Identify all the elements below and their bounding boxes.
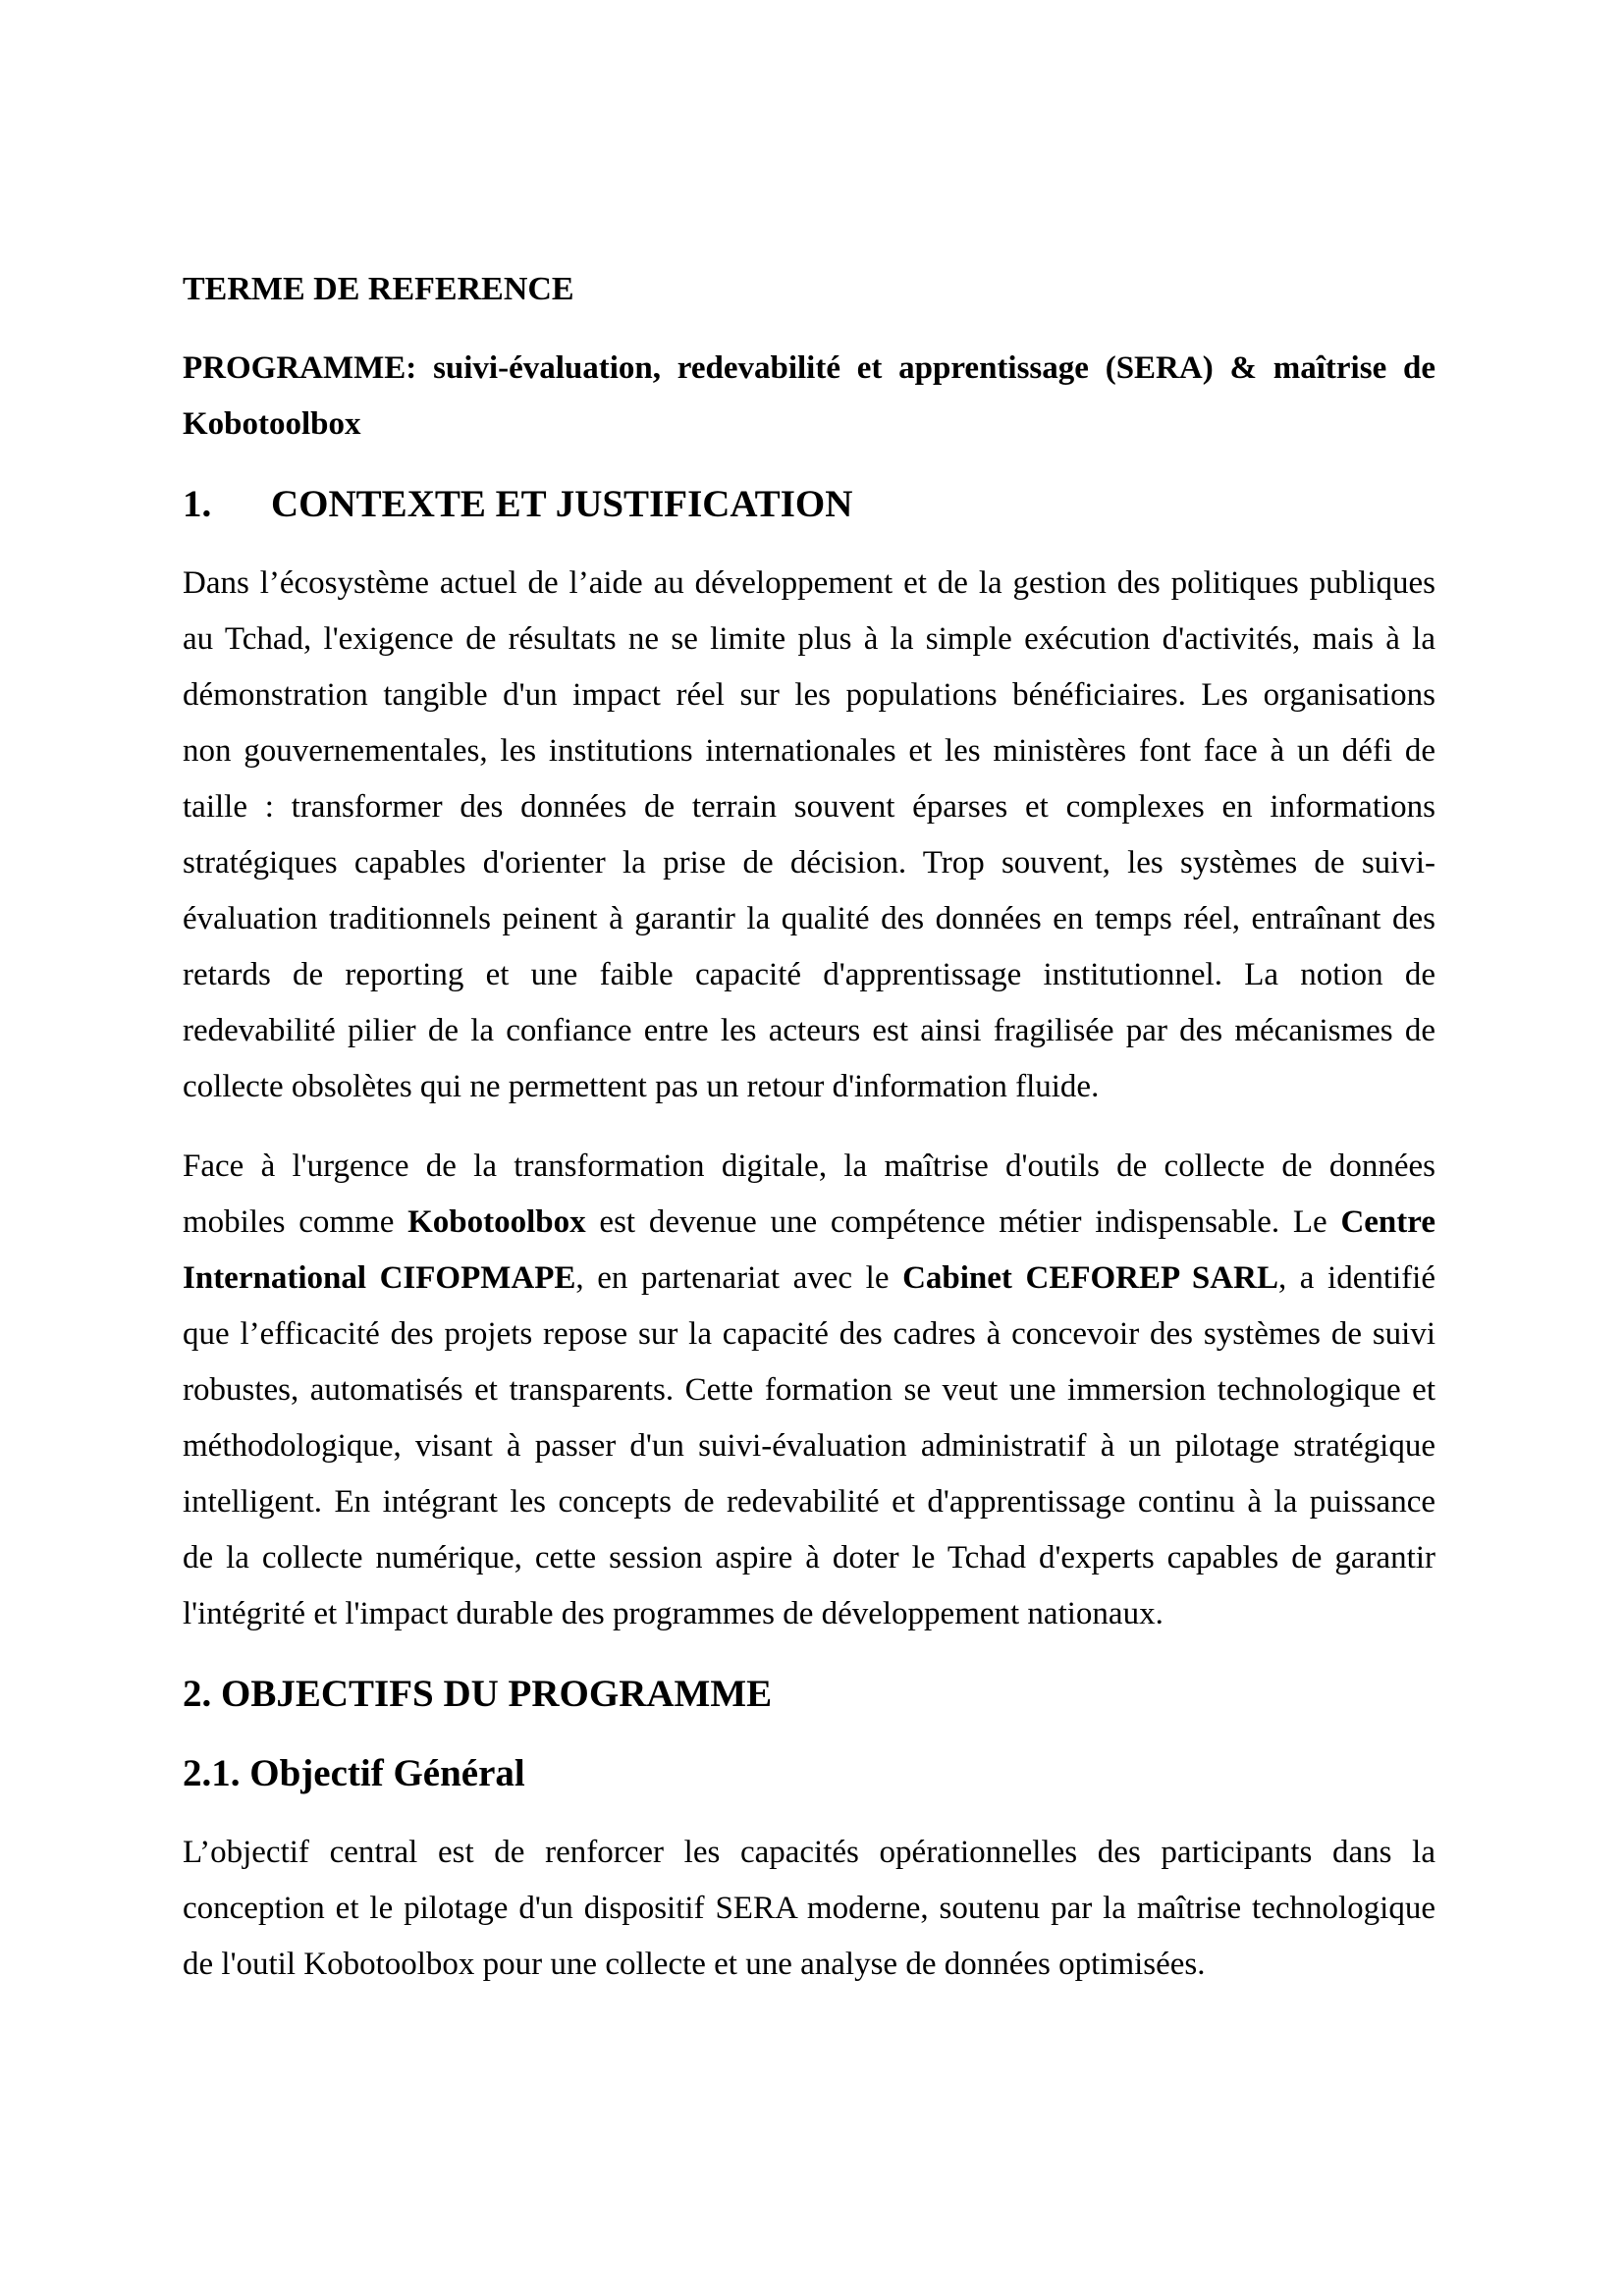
text-run: , en partenariat avec le <box>575 1260 903 1296</box>
text-line: Dans l’écosystème actuel de l’aide au développement et de la gestion des politiques publiques <box>183 565 1435 601</box>
bold-text-run: Kobotoolbox <box>407 1204 586 1240</box>
text-line: PROGRAMME: suivi-évaluation, redevabilité et apprentissage (SERA) & maîtrise de <box>183 350 1435 386</box>
document-title: TERME DE REFERENCE <box>183 271 574 307</box>
text-line: intelligent. En intégrant les concepts de redevabilité et d'apprentissage continu à la puissance <box>183 1484 1435 1520</box>
text-line <box>183 1195 1435 1251</box>
bold-text-run: Centre <box>1340 1204 1435 1240</box>
bold-text-run: Cabinet CEFOREP SARL <box>902 1260 1278 1296</box>
document-content <box>183 261 1435 2016</box>
text-line: l'intégrité et l'impact durable des programmes de développement nationaux. <box>183 1596 1164 1631</box>
text-line: que l’efficacité des projets repose sur la capacité des cadres à concevoir des systèmes de suivi <box>183 1316 1435 1352</box>
text-line: de la collecte numérique, cette session aspire à doter le Tchad d'experts capables de garantir <box>183 1540 1435 1575</box>
text-run: mobiles comme <box>183 1204 408 1240</box>
text-line: de l'outil Kobotoolbox pour une collecte et une analyse de données optimisées. <box>183 1947 1206 1982</box>
text-line: robustes, automatisés et transparents. Cette formation se veut une immersion technologique et <box>183 1372 1435 1408</box>
context-paragraph-2 <box>183 1139 1435 1642</box>
text-line: au Tchad, l'exigence de résultats ne se limite plus à la simple exécution d'activités, mais à la <box>183 621 1435 657</box>
text-line: Kobotoolbox <box>183 406 361 442</box>
text-line: stratégiques capables d'orienter la prise de décision. Trop souvent, les systèmes de suivi- <box>183 845 1435 881</box>
text-line: méthodologique, visant à passer d'un suivi-évaluation administratif à un pilotage stratégique <box>183 1428 1435 1464</box>
section-heading-context <box>183 476 1435 532</box>
bold-text-run: International CIFOPMAPE <box>183 1260 576 1296</box>
text-line: évaluation traditionnels peinent à garantir la qualité des données en temps réel, entraînant des <box>183 901 1435 936</box>
text-line: retards de reporting et une faible capacité d'apprentissage institutionnel. La notion de <box>183 957 1435 992</box>
section-heading-objectifs: 2. OBJECTIFS DU PROGRAMME <box>183 1673 773 1715</box>
text-line <box>183 1251 1435 1307</box>
text-line: conception et le pilotage d'un dispositif SERA moderne, soutenu par la maîtrise technologique <box>183 1891 1435 1926</box>
text-line: taille : transformer des données de terrain souvent éparses et complexes en informations <box>183 789 1435 825</box>
section-heading-objectif-general: 2.1. Objectif Général <box>183 1752 525 1794</box>
text-line: L’objectif central est de renforcer les capacités opérationnelles des participants dans la <box>183 1835 1435 1870</box>
heading-number: 1. <box>183 483 212 525</box>
text-line: redevabilité pilier de la confiance entre les acteurs est ainsi fragilisée par des mécanismes de <box>183 1013 1435 1048</box>
text-line: collecte obsolètes qui ne permettent pas un retour d'information fluide. <box>183 1069 1100 1104</box>
text-line: Face à l'urgence de la transformation digitale, la maîtrise d'outils de collecte de données <box>183 1148 1435 1184</box>
programme-heading <box>183 341 1435 453</box>
text-line: non gouvernementales, les institutions internationales et les ministères font face à un défi de <box>183 733 1435 769</box>
text-line: démonstration tangible d'un impact réel sur les populations bénéficiaires. Les organisations <box>183 677 1435 713</box>
context-paragraph-1 <box>183 556 1435 1115</box>
text-run: est devenue une compétence métier indispensable. Le <box>585 1204 1341 1240</box>
heading-text: CONTEXTE ET JUSTIFICATION <box>271 483 853 525</box>
objectif-general-paragraph <box>183 1825 1435 1993</box>
text-run: , a identifié <box>1277 1260 1435 1296</box>
